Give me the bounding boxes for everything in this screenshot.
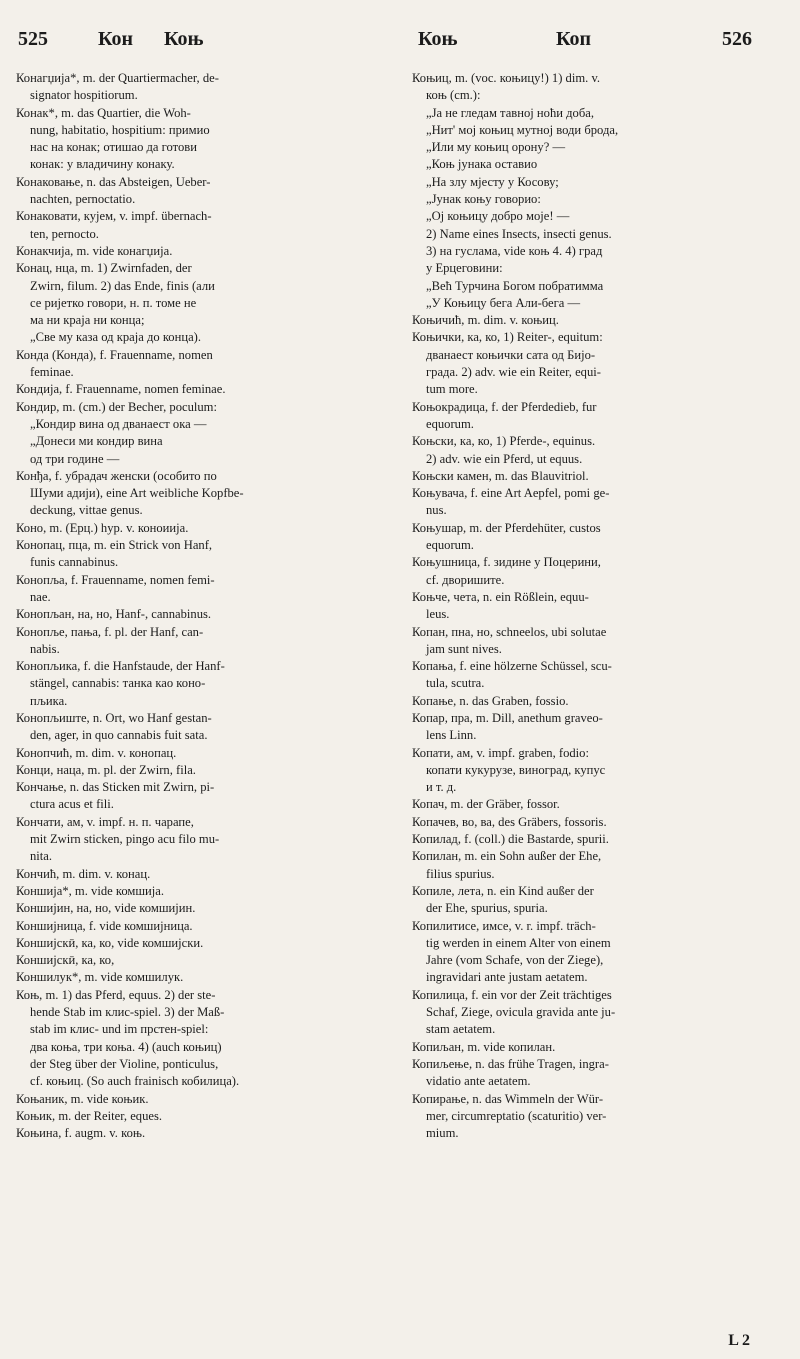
entry-line: Коњички, ка, ко, 1) Reiter-, equitum: <box>412 330 603 345</box>
entry-line: Коњ, m. 1) das Pferd, equus. 2) der ste- <box>16 987 216 1002</box>
entry-line: Коншијскӣ, ка, ко, <box>16 953 115 968</box>
entry-line: Коњче, чета, n. ein Rößlein, equu- <box>412 589 589 604</box>
entry-line: „Донеси ми кондир вина <box>30 434 163 449</box>
entry-line: jam sunt nives. <box>426 641 502 656</box>
entry-line: nung, habitatio, hospitium: примио <box>30 122 210 137</box>
entry-line: коњ (cm.): <box>426 88 481 103</box>
entry-line: Кончање, n. das Sticken mit Zwirn, pi- <box>16 780 215 795</box>
entry-line: Zwirn, filum. 2) das Ende, finis (али <box>30 278 215 293</box>
entry-line: Конци, наца, m. pl. der Zwirn, fila. <box>16 762 196 777</box>
entry-line: два коња, три коња. 4) (auch коњиц) <box>30 1039 222 1054</box>
entry-line: у Ерцеговини: <box>426 261 503 276</box>
entry-line: Коншилук*, m. vide комшилук. <box>16 970 184 985</box>
entry-line: mium. <box>426 1126 459 1141</box>
entry-line: Кондир, m. (cm.) der Becher, poculum: <box>16 399 217 414</box>
entry-line: Коно, m. (Ерц.) hyp. v. коноиија. <box>16 520 189 535</box>
right-column <box>412 70 784 1142</box>
entry-line: nae. <box>30 589 51 604</box>
entry-line: се ријетко говори, н. п. томе не <box>30 295 197 310</box>
entry-line: Schaf, Ziege, ovicula gravida ante ju- <box>426 1005 616 1020</box>
entry-line: Коншијскӣ, ка, ко, vide комшијски. <box>16 935 204 950</box>
entry-line: Коњушар, m. der Pferdehüter, custos <box>412 520 601 535</box>
entry-line: пљика. <box>30 693 68 708</box>
entry-line: „Кондир вина од дванаест ока — <box>30 416 207 431</box>
entry-line: tig werden in einem Alter von einem <box>426 935 611 950</box>
entry-line: Коњокрадица, f. der Pferdedieb, fur <box>412 399 597 414</box>
entry-line: Коншија*, m. vide комшија. <box>16 883 165 898</box>
entry-line: „Ја не гледам тавној ноћи доба, <box>426 105 595 120</box>
entry-line: Конац, нца, m. 1) Zwirnfaden, der <box>16 261 192 276</box>
entry-line: Шуми адији), eine Art weibliche Kopfbe- <box>30 486 244 501</box>
entry-line: signator hospitiorum. <box>30 88 138 103</box>
catchword-right-1: Коњ <box>418 28 458 50</box>
entry-line: funis cannabinus. <box>30 555 119 570</box>
entry-line: Копилитисе, имсе, v. r. impf. träch- <box>412 918 596 933</box>
entry-line: equorum. <box>426 538 474 553</box>
entry-line: Коњски камен, m. das Blauvitriol. <box>412 468 589 483</box>
entry-line: Коњиц, m. (voc. коњицу!) 1) dim. v. <box>412 71 601 85</box>
entry-line: der Steg über der Violine, ponticulus, <box>30 1056 219 1071</box>
entry-line: нас на конак; отишао да готови <box>30 140 197 155</box>
entry-line: и т. д. <box>426 780 457 795</box>
entry-line: 2) adv. wie ein Pferd, ut equus. <box>426 451 583 466</box>
entry-line: stängel, cannabis: танка као коно- <box>30 676 206 691</box>
entry-line: Конопље, пања, f. pl. der Hanf, can- <box>16 624 204 639</box>
entry-line: ten, pernocto. <box>30 226 99 241</box>
entry-line: Конђа, f. убрадач женски (особито по <box>16 468 217 483</box>
entry-line: Кондија, f. Frauenname, nomen feminae. <box>16 382 226 397</box>
entry-line: mit Zwirn sticken, pingo acu filo mu- <box>30 832 220 847</box>
entry-line: Копар, пра, m. Dill, anethum graveo- <box>412 710 603 725</box>
entry-line: stab im клис- und im прстен-spiel: <box>30 1022 209 1037</box>
entry-line: Коњина, f. augm. v. коњ. <box>16 1126 146 1141</box>
entry-line: Коњаник, m. vide коњик. <box>16 1091 149 1106</box>
entry-line: vidatio ante aetatem. <box>426 1074 531 1089</box>
entry-line: Копан, пна, но, schneelos, ubi solutae <box>412 624 607 639</box>
page-header <box>0 0 800 62</box>
catchword-left-1: Кон <box>98 28 134 50</box>
entry-line: filius spurius. <box>426 866 495 881</box>
entry-line: nabis. <box>30 641 60 656</box>
entry-line: Копање, n. das Graben, fossio. <box>412 693 569 708</box>
page-number-right: 526 <box>722 28 752 50</box>
catchword-right-2: Коп <box>556 28 592 50</box>
entry-line: „Ој коњицу добро моје! — <box>426 209 570 224</box>
entry-line: Конопљиште, n. Ort, wo Hanf gestan- <box>16 710 212 725</box>
entry-line: den, ager, in quo cannabis fuit sata. <box>30 728 208 743</box>
entry-line: „У Коњицу бега Али-бега — <box>426 295 581 310</box>
entry-line: ingravidari ante justam aetatem. <box>426 970 588 985</box>
entry-line: deckung, vittae genus. <box>30 503 143 518</box>
entry-line: копати кукурузе, виноград, купус <box>426 762 606 777</box>
entry-line: Копилад, f. (coll.) die Bastarde, spurii. <box>412 832 609 847</box>
entry-line: Конопљан, на, но, Hanf-, cannabinus. <box>16 607 212 622</box>
signature-mark: L 2 <box>728 1332 750 1349</box>
entry-line: tum more. <box>426 382 478 397</box>
entry-line: Коњувача, f. eine Art Aepfel, pomi ge- <box>412 486 610 501</box>
entry-line: конак: у владичину конаку. <box>30 157 175 172</box>
entry-line: Конагџија*, m. der Quartiermacher, de- <box>16 71 219 85</box>
entry-line: Конда (Конда), f. Frauenname, nomen <box>16 347 213 362</box>
entry-line: Конакчија, m. vide конагџија. <box>16 243 173 258</box>
entry-line: Кончић, m. dim. v. конац. <box>16 866 151 881</box>
entry-line: ма ни краја ни конца; <box>30 313 145 328</box>
entry-line: „Све му каза од краја до конца). <box>30 330 202 345</box>
entry-line: ctura acus et fili. <box>30 797 114 812</box>
entry-line: Конопљика, f. die Hanfstaude, der Hanf- <box>16 659 225 674</box>
entry-line: feminae. <box>30 365 74 380</box>
entry-line: tula, scutra. <box>426 676 485 691</box>
entry-line: nus. <box>426 503 447 518</box>
entry-line: mer, circumreptatio (scaturitio) ver- <box>426 1108 607 1123</box>
entry-line: града. 2) adv. wie ein Reiter, equi- <box>426 365 601 380</box>
entry-line: cf. коњиц. (So auch frainisch кобилица). <box>30 1074 240 1089</box>
entry-line: Копиле, лета, n. ein Kind außer der <box>412 883 594 898</box>
left-column <box>16 70 388 1142</box>
entry-line: cf. дворишите. <box>426 572 505 587</box>
entry-line: leus. <box>426 607 450 622</box>
entry-line: Коншијин, на, но, vide комшијин. <box>16 901 196 916</box>
entry-line: nachten, pernoctatio. <box>30 192 136 207</box>
entry-line: дванаест коњички сата од Бијо- <box>426 347 596 362</box>
entry-line: Конаковати, кујем, v. impf. übernach- <box>16 209 212 224</box>
entry-line: „Или му коњиц орону? — <box>426 140 566 155</box>
entry-line: „Јунак коњу говорио: <box>426 192 541 207</box>
entry-line: hende Stab im клис-spiel. 3) der Maß- <box>30 1005 225 1020</box>
entry-line: Коњушница, f. зидине у Поцерини, <box>412 555 601 570</box>
catchword-left-2: Коњ <box>164 28 204 50</box>
entry-line: Копилица, f. ein vor der Zeit trächtiges <box>412 987 612 1002</box>
entry-line: Копиљење, n. das frühe Tragen, ingra- <box>412 1056 609 1071</box>
entry-line: 2) Name eines Insects, insecti genus. <box>426 226 612 241</box>
entry-line: der Ehe, spurius, spuria. <box>426 901 548 916</box>
entry-line: Коњичић, m. dim. v. коњиц. <box>412 313 559 328</box>
entry-line: Коњик, m. der Reiter, eques. <box>16 1108 163 1123</box>
entry-line: Копилан, m. ein Sohn außer der Ehe, <box>412 849 602 864</box>
entry-line: Копирање, n. das Wimmeln der Wür- <box>412 1091 604 1106</box>
entry-line: Копати, ам, v. impf. graben, fodio: <box>412 745 589 760</box>
page-number-left: 525 <box>18 28 48 50</box>
entry-line: Конак*, m. das Quartier, die Woh- <box>16 105 191 120</box>
entry-line: „Већ Турчина Богом побратимма <box>426 278 604 293</box>
entry-line: „Коњ јунака оставио <box>426 157 538 172</box>
entry-line: Копања, f. eine hölzerne Schüssel, scu- <box>412 659 612 674</box>
entry-line: „На злу мјесту у Косову; <box>426 174 559 189</box>
entry-line: Копиљан, m. vide копилан. <box>412 1039 556 1054</box>
entry-line: Конопчић, m. dim. v. конопац. <box>16 745 177 760</box>
entry-line: од три године — <box>30 451 120 466</box>
entry-line: Копачев, во, ва, des Gräbers, fossoris. <box>412 814 607 829</box>
entry-line: lens Linn. <box>426 728 477 743</box>
entry-line: Коншијница, f. vide комшијница. <box>16 918 193 933</box>
entry-line: Конаковање, n. das Absteigen, Ueber- <box>16 174 211 189</box>
entry-line: Конопац, пца, m. ein Strick von Hanf, <box>16 538 213 553</box>
entry-line: „Нит' мој коњиц мутној води брода, <box>426 122 619 137</box>
entry-line: Коњски, ка, ко, 1) Pferde-, equinus. <box>412 434 596 449</box>
entry-line: Jahre (vom Schafe, von der Ziege), <box>426 953 604 968</box>
entry-line: equorum. <box>426 416 474 431</box>
entry-line: nita. <box>30 849 53 864</box>
entry-line: Копач, m. der Gräber, fossor. <box>412 797 560 812</box>
entry-line: 3) на гуслама, vide коњ 4. 4) град <box>426 243 603 258</box>
entry-line: Кончати, ам, v. impf. н. п. чарапе, <box>16 814 194 829</box>
entry-line: stam aetatem. <box>426 1022 496 1037</box>
entry-line: Конопља, f. Frauenname, nomen femi- <box>16 572 215 587</box>
